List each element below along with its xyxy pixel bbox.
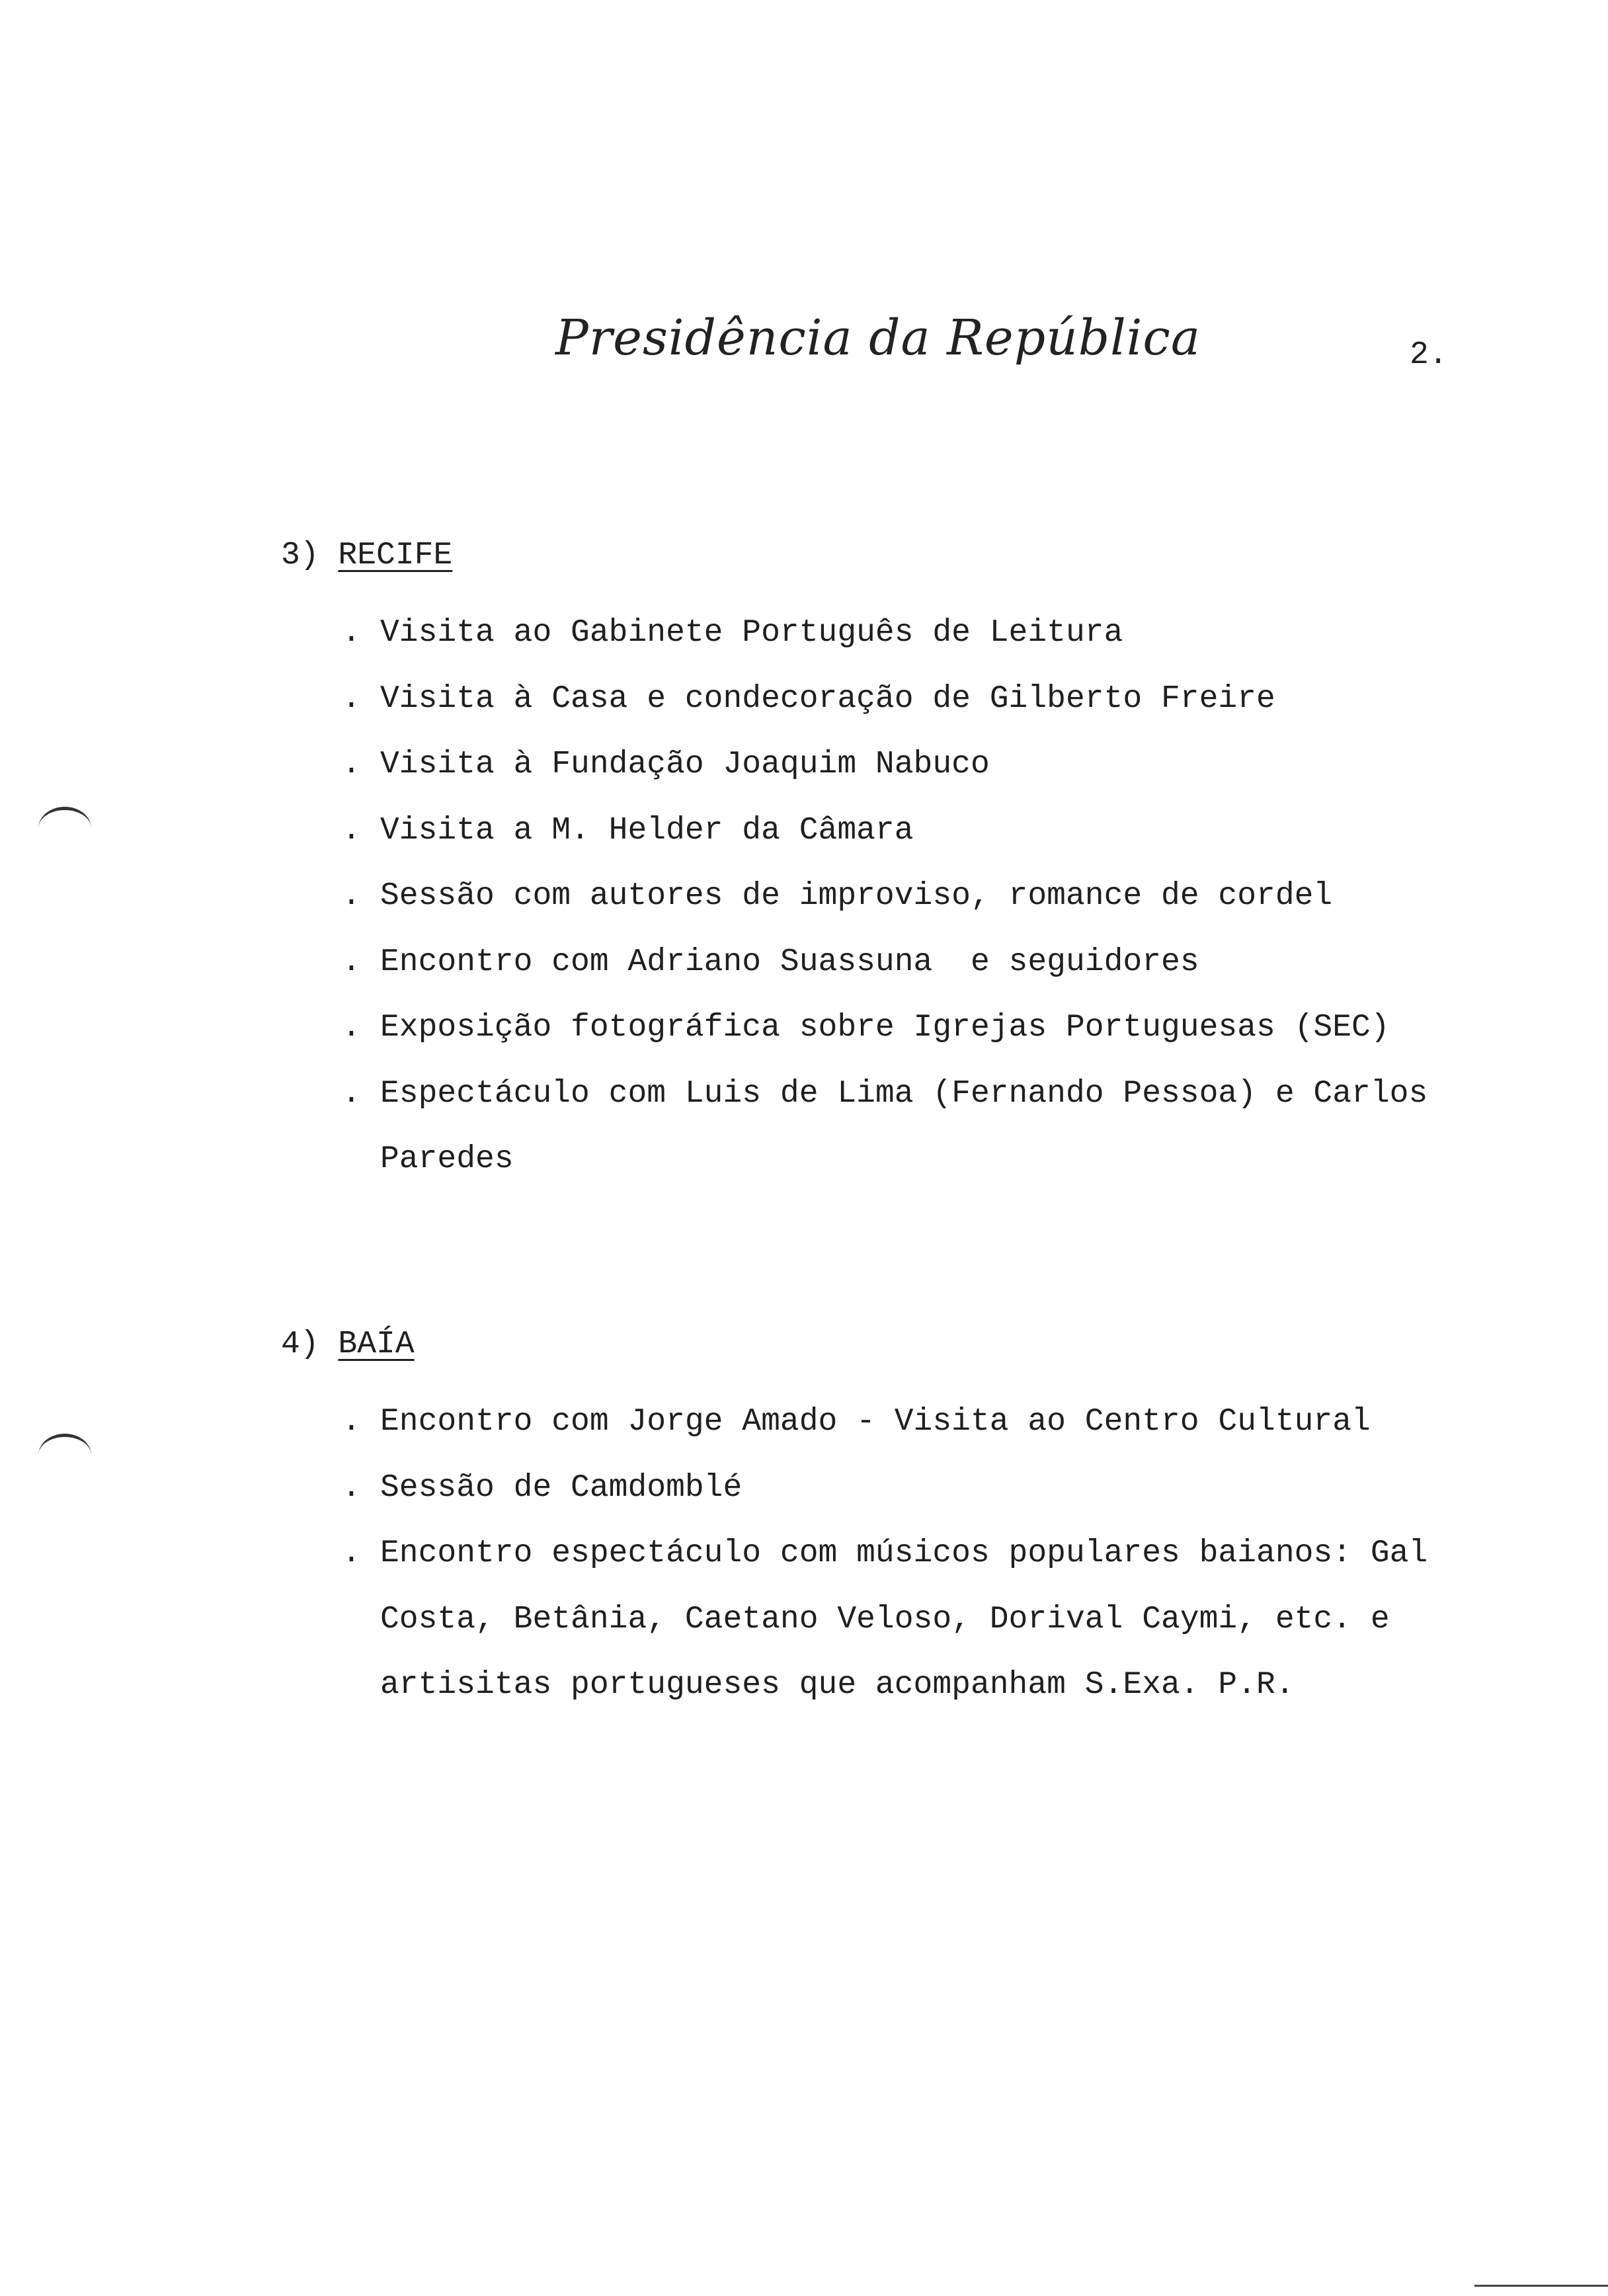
list-item-text: Encontro com Jorge Amado - Visita ao Centro Cultural bbox=[380, 1404, 1371, 1440]
section-heading bbox=[281, 536, 1537, 575]
bullet: . bbox=[342, 1075, 361, 1112]
page-number: 2. bbox=[1410, 337, 1448, 373]
list-item bbox=[281, 798, 1537, 864]
bullet: . bbox=[342, 1536, 361, 1571]
bullet: . bbox=[342, 615, 361, 651]
list-item bbox=[281, 1456, 1537, 1522]
section-number: 4) bbox=[281, 1327, 319, 1362]
list-item bbox=[281, 732, 1537, 798]
list-item bbox=[281, 600, 1537, 667]
list-item-text: Sessão com autores de improviso, romance de cordel bbox=[380, 878, 1333, 914]
section-number: 3) bbox=[281, 538, 319, 573]
list-item bbox=[281, 1061, 1537, 1193]
list-item-text: Espectáculo com Luis de Lima (Fernando Pessoa) e Carlos Paredes bbox=[380, 1075, 1447, 1177]
bullet: . bbox=[342, 1469, 361, 1506]
bullet: . bbox=[342, 1010, 361, 1046]
bullet: . bbox=[342, 812, 361, 848]
list-item-text: Encontro espectáculo com músicos populares baianos: Gal Costa, Betânia, Caetano Veloso, Dorival Caymi, etc. e artisitas portugueses que acompanham S.Exa. P.R. bbox=[380, 1536, 1447, 1703]
list-item bbox=[281, 995, 1537, 1061]
section-baia bbox=[281, 1325, 1537, 1719]
item-list bbox=[281, 1389, 1537, 1719]
punch-hole-mark bbox=[38, 807, 91, 850]
list-item-text: Visita ao Gabinete Português de Leitura bbox=[380, 615, 1123, 651]
bullet: . bbox=[342, 878, 361, 914]
section-heading bbox=[281, 1325, 1537, 1364]
list-item bbox=[281, 864, 1537, 930]
bullet: . bbox=[342, 1404, 361, 1440]
bullet: . bbox=[342, 747, 361, 782]
list-item bbox=[281, 930, 1537, 996]
section-title: RECIFE bbox=[338, 538, 453, 573]
section-recife bbox=[281, 536, 1537, 1193]
letterhead: Presidência da República bbox=[555, 309, 1201, 366]
list-item-text: Encontro com Adriano Suassuna e seguidores bbox=[380, 944, 1199, 980]
list-item-text: Visita a M. Helder da Câmara bbox=[380, 812, 914, 848]
list-item bbox=[281, 1389, 1537, 1456]
edge-rule bbox=[1474, 2285, 1608, 2287]
bullet: . bbox=[342, 680, 361, 717]
list-item-text: Visita à Casa e condecoração de Gilberto Freire bbox=[380, 680, 1275, 717]
list-item bbox=[281, 667, 1537, 733]
list-item bbox=[281, 1521, 1537, 1719]
punch-hole-mark bbox=[38, 1434, 91, 1477]
list-item-text: Sessão de Camdomblé bbox=[380, 1469, 743, 1506]
item-list bbox=[281, 600, 1537, 1193]
bullet: . bbox=[342, 944, 361, 980]
list-item-text: Exposição fotográfica sobre Igrejas Portuguesas (SEC) bbox=[380, 1010, 1390, 1046]
section-title: BAÍA bbox=[338, 1327, 415, 1362]
list-item-text: Visita à Fundação Joaquim Nabuco bbox=[380, 747, 990, 782]
